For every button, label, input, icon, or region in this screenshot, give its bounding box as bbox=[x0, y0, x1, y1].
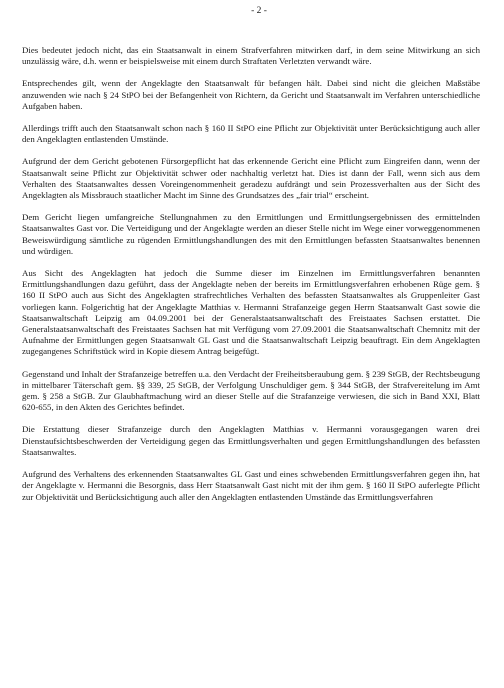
paragraph-1: Dies bedeutet jedoch nicht, das ein Staatsanwalt in einem Strafverfahren mitwirken darf, in dem seine Mitwirkung an sich unzulässig wäre, d.h. wenn er beispielsweise mit einem durch Straftaten Verletzten verwandt wäre. bbox=[22, 45, 480, 67]
paragraph-3: Allerdings trifft auch den Staatsanwalt schon nach § 160 II StPO eine Pflicht zur Objektivität unter Berücksichtigung auch aller den Angeklagten entlastenden Umstände. bbox=[22, 123, 480, 145]
paragraph-5: Dem Gericht liegen umfangreiche Stellungnahmen zu den Ermittlungen und Ermittlungsergebnissen des ermittelnden Staatsanwaltes Gast vor. Die Verteidigung und der Angeklagte werden an dieser Stelle nicht im Wege einer vorweggenommenen Beweiswürdigung sämtliche zu rügenden Ermittlungshandlungen des mit den Ermittlungen befassten Staatsanwaltes benennen und würdigen. bbox=[22, 212, 480, 256]
paragraph-9: Aufgrund des Verhaltens des erkennenden Staatsanwaltes GL Gast und eines schwebenden Ermittlungsverfahren gegen ihn, hat der Angeklagte v. Hermanni die Besorgnis, dass Herr Staatsanwalt Gast nicht mit der ihm gem. § 160 II StPO auferlegte Pflicht zur Objektivität und Berücksichtigung auch aller den Angeklagten entlastenden Umstände das Ermittlungsverfahren bbox=[22, 469, 480, 502]
paragraph-4: Aufgrund der dem Gericht gebotenen Fürsorgepflicht hat das erkennende Gericht eine Pflicht zum Eingreifen dann, wenn der Staatsanwalt seine Pflicht zur Objektivität schwer oder nachhaltig verletzt hat. Dies ist dann der Fall, wenn sich aus dem Verhalten des Staatsanwaltes dessen Voreingenommenheit geradezu aufdrängt und sein Prozessverhalten aus der Sicht des Angeklagten als Missbrauch staatlicher Macht im Sinne des Grundsatzes des „fair trial“ erscheint. bbox=[22, 156, 480, 201]
paragraph-7: Gegenstand und Inhalt der Strafanzeige betreffen u.a. den Verdacht der Freiheitsberaubung gem. § 239 StGB, der Rechtsbeugung in mittelbarer Täterschaft gem. §§ 339, 25 StGB, der Verfolgung Unschuldiger gem. § 344 StGB, der Strafvereitelung im Amt gem. § 258 a StGB. Zur Glaubhaftmachung wird an dieser Stelle auf die Strafanzeige verwiesen, die sich in Band XXI, Blatt 620-655, in den Akten des Gerichtes befindet. bbox=[22, 368, 480, 413]
paragraph-8: Die Erstattung dieser Strafanzeige durch den Angeklagten Matthias v. Hermanni vorausgegangen waren drei Dienstaufsichtsbeschwerden der Verteidigung gegen das Ermittlungsverhalten und gegen Ermittlungshandlungen des befassten Staatsanwaltes. bbox=[22, 424, 480, 457]
paragraph-2: Entsprechendes gilt, wenn der Angeklagte den Staatsanwalt für befangen hält. Dabei sind nicht die gleichen Maßstäbe anzuwenden wie nach § 24 StPO bei der Befangenheit von Richtern, da Gericht und Staatsanwalt im Verfahren unterschiedliche Aufgaben haben. bbox=[22, 78, 480, 111]
paragraph-6: Aus Sicht des Angeklagten hat jedoch die Summe dieser im Einzelnen im Ermittlungsverfahren benannten Ermittlungshandlungen dazu geführt, dass der Angeklagte neben der bereits im Ermittlungsverfahren erhobenen Rüge gem. § 160 II StPO auch aus Sicht des Angeklagten strafrechtliches Verhalten des befassten Staatsanwaltes als Gruppenleiter Gast vorliegen kann. Folgerichtig hat der Angeklagte Matthias v. Hermanni Strafanzeige gegen Herrn Staatsanwalt Gast sowie die Staatsanwaltschaft Leipzig am 04.09.2001 bei der Generalstaatsanwaltschaft des Freistaates Sachsen erstattet. Die Generalstaatsanwaltschaft des Freistaates Sachsen hat mit Verfügung vom 27.09.2001 die Staatsanwaltschaft Chemnitz mit der Aufnahme der Ermittlungen gegen Staatsanwalt GL Gast und die Staatsanwaltschaft Leipzig beauftragt. Ein dem Angeklagten zugegangenes Schriftstück wird in Kopie diesem Antrag beigefügt. bbox=[22, 268, 480, 357]
page-number: - 2 - bbox=[251, 6, 267, 16]
